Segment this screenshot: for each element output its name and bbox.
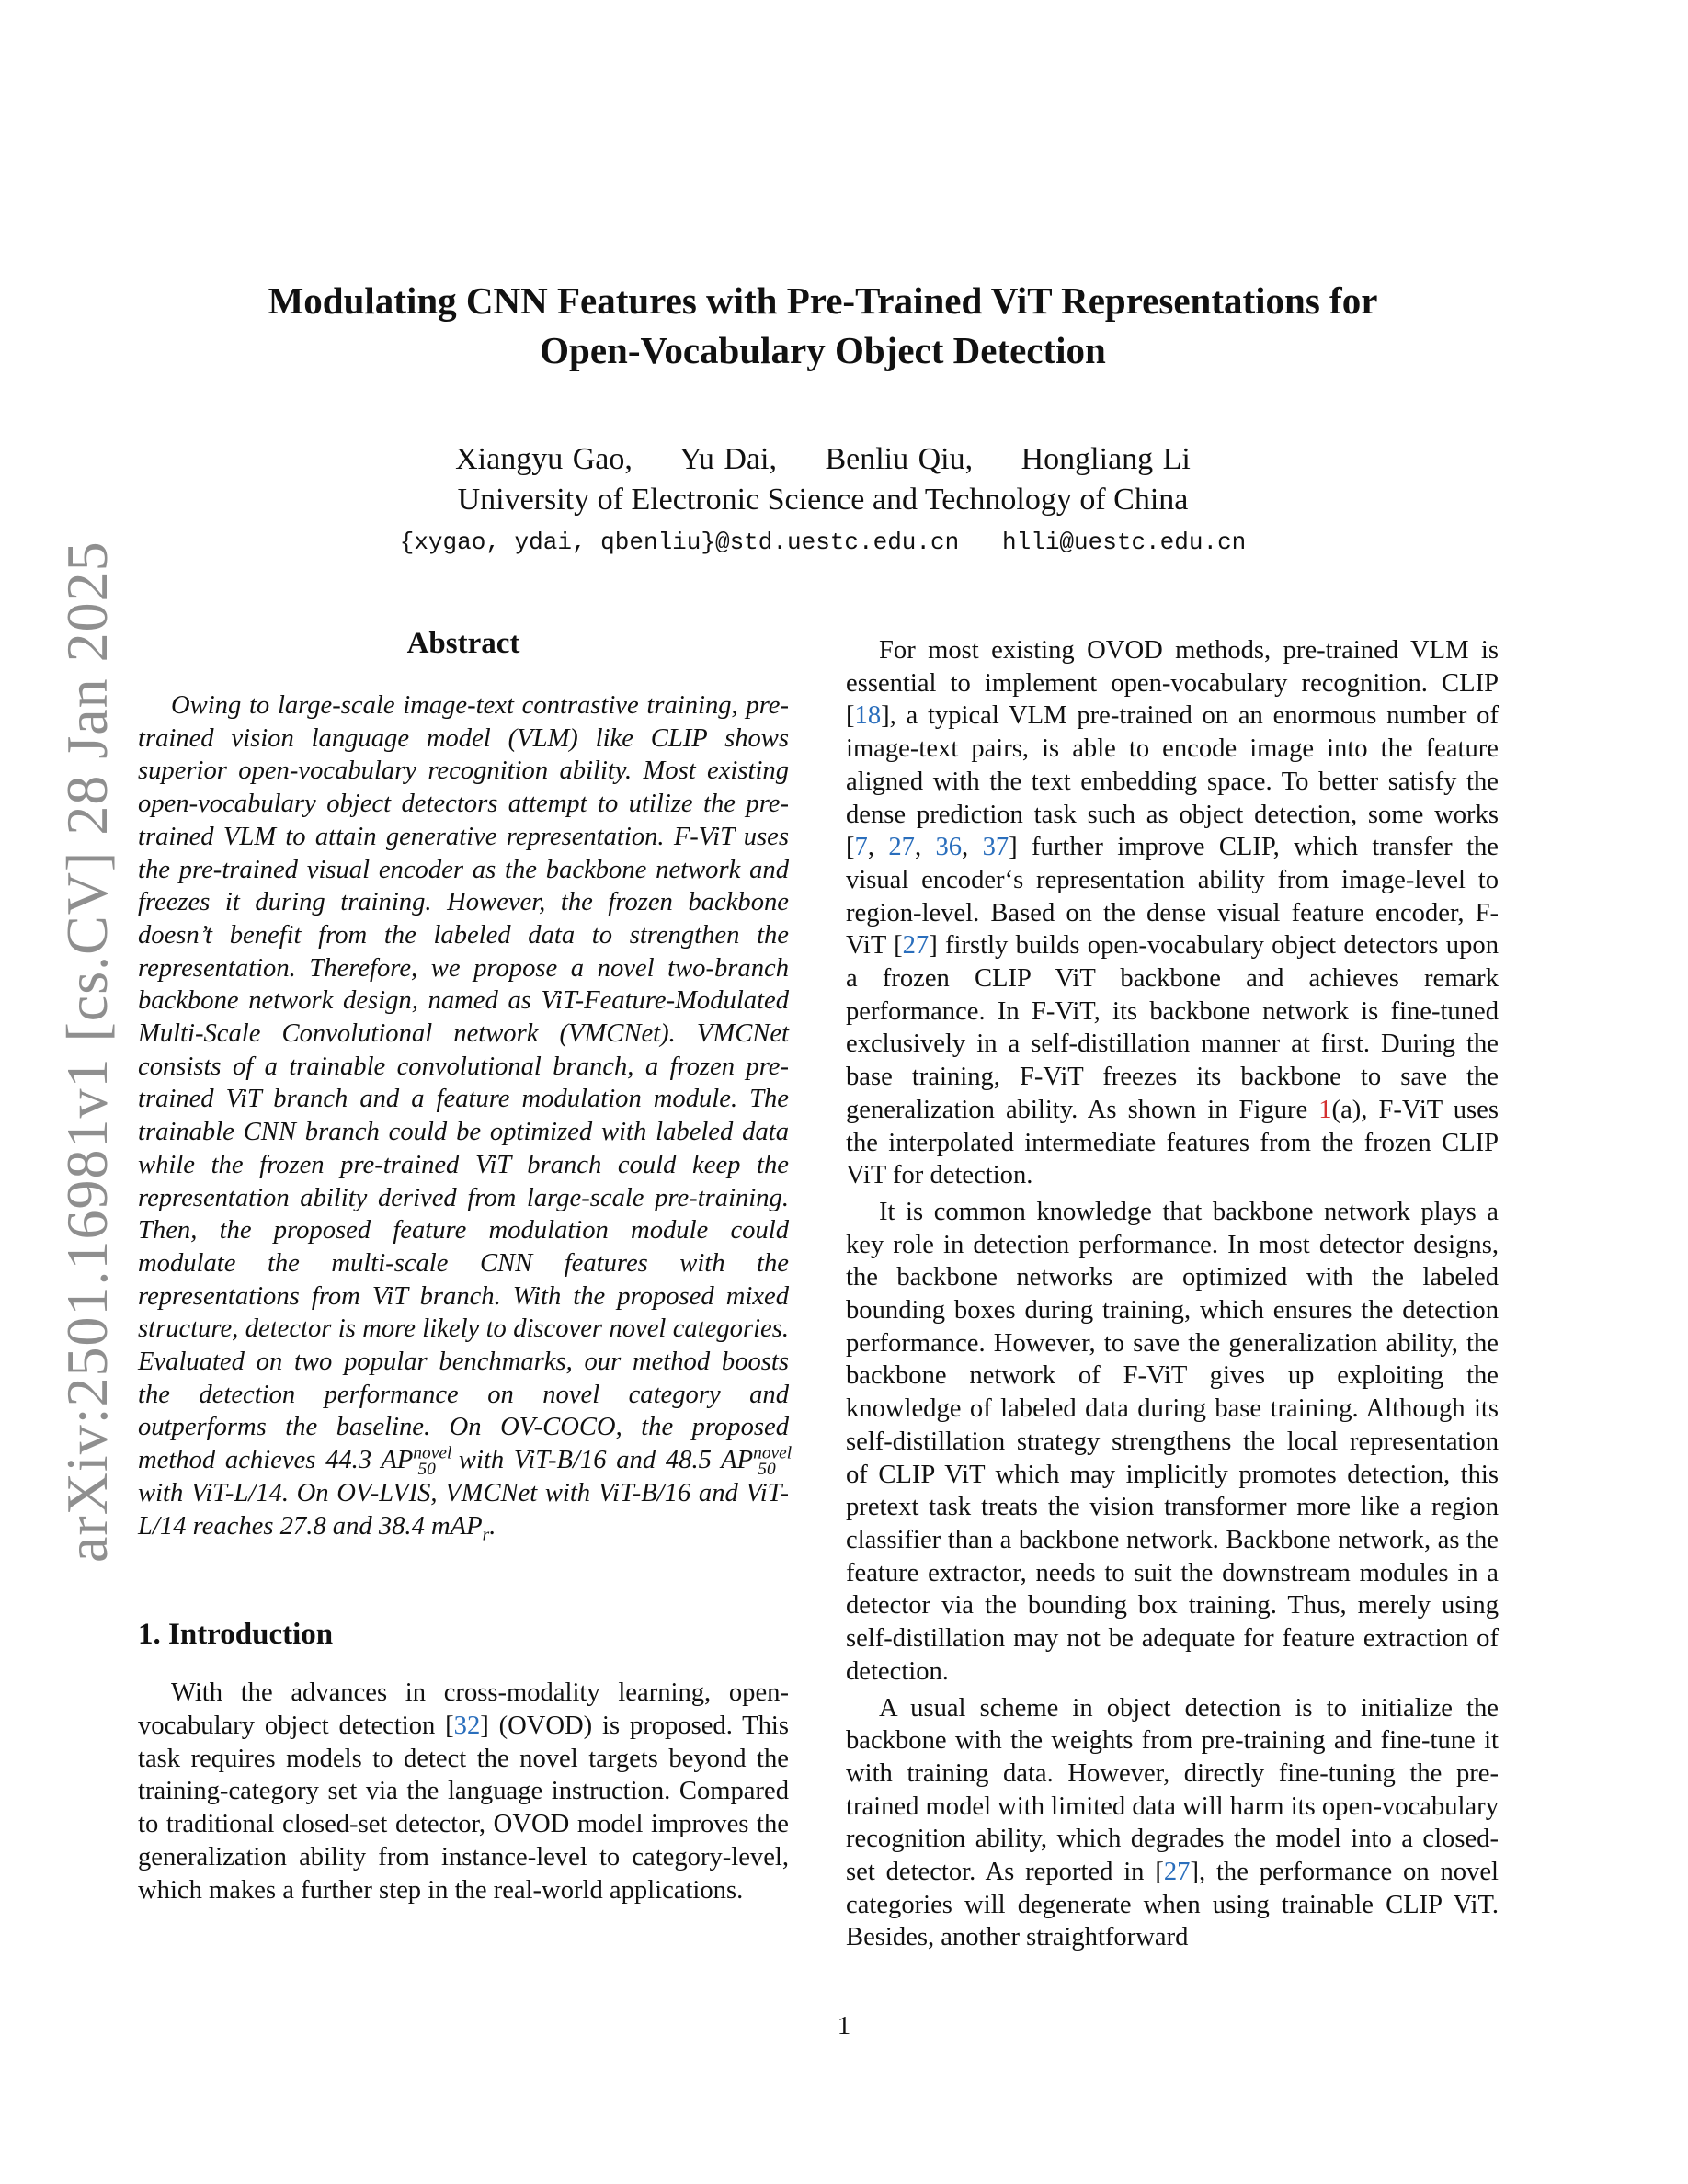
subscript-r: r — [482, 1525, 490, 1545]
title-line-1: Modulating CNN Features with Pre-Trained ViT Representations for — [268, 279, 1378, 322]
right-column — [846, 634, 1499, 1954]
abstract-text-final: . — [489, 1511, 496, 1541]
right-p3-text-a: A usual scheme in object detection is to initialize the backbone with the weights from pre-training and fine-tune it with training data. However, directly fine-tuning the pre-trained model with limited data will harm its open-vocabulary recognition ability, which degrades the model into a closed-set detector. As reported in [ — [846, 1693, 1499, 1887]
citation-separator: , — [914, 833, 936, 862]
citation-link[interactable]: 27 — [888, 833, 915, 862]
superscript-novel-2: novel — [753, 1443, 793, 1463]
figure-reference-link[interactable]: 1 — [1318, 1095, 1332, 1124]
author-emails: {xygao, ydai, qbenliu}@std.uestc.edu.cn hlli@uestc.edu.cn — [399, 529, 1247, 556]
citation-link[interactable]: 27 — [1163, 1858, 1191, 1887]
right-p1-text-e: (a), F-ViT uses the interpolated intermediate features from the frozen CLIP ViT for detection. — [846, 1095, 1499, 1190]
abstract-text-mid: with ViT-B/16 and 48.5 AP — [449, 1446, 754, 1475]
paper-title — [184, 276, 1462, 375]
subscript-50-1: 50 — [417, 1459, 436, 1479]
right-p3-text-b: ], the performance on novel categories will degenerate when using trainable CLIP ViT. Besides, another straightforward — [846, 1858, 1499, 1952]
right-p1-text-d: ] firstly builds open-vocabulary object detectors upon a frozen CLIP ViT backbone and achieves remark performance. In F-ViT, its backbone network is fine-tuned exclusively in a self-distillation manner at first. During the base training, F-ViT freezes its backbone to save the generalization ability. As shown in Figure — [846, 931, 1499, 1124]
intro-paragraph-1 — [138, 1677, 789, 1906]
right-p1-text-c: ] further improve CLIP, which transfer the visual encoder‘s representation ability from image-level to region-level. Based on the dense visual feature encoder, F-ViT [ — [846, 833, 1500, 961]
subscript-50-2: 50 — [758, 1459, 776, 1479]
author-list: Xiangyu Gao, Yu Dai, Benliu Qiu, Hongliang Li — [455, 442, 1191, 476]
right-p1-text-b: ], a typical VLM pre-trained on an enormous number of image-text pairs, is able to encode image into the feature aligned with the text embedding space. To better satisfy the dense prediction task such as object detection, some works [ — [846, 701, 1499, 862]
arxiv-identifier-stamp: arXiv:2501.16981v1 [cs.CV] 28 Jan 2025 — [54, 540, 120, 1563]
citation-separator: , — [867, 833, 889, 862]
page-number: 1 — [837, 2011, 851, 2041]
abstract-text — [138, 689, 793, 1545]
right-p1-text-a: For most existing OVOD methods, pre-trained VLM is essential to implement open-vocabulary recognition. CLIP [ — [846, 636, 1499, 731]
citation-link[interactable]: 27 — [902, 931, 930, 961]
citation-link[interactable]: 37 — [982, 833, 1009, 862]
abstract-text-main: Owing to large-scale image-text contrastive training, pre-trained vision language model (VLM) like CLIP shows superior open-vocabulary recognition ability. Most existing open-vocabulary object detectors attempt to utilize the pre-trained VLM to attain generative representation. F-ViT uses the pre-trained visual encoder as the backbone network and freezes it during training. However, the frozen backbone doesn’t benefit from the labeled data to strengthen the representation. Therefore, we propose a novel two-branch backbone network design, named as ViT-Feature-Modulated Multi-Scale Convolutional network (VMCNet). VMCNet consists of a trainable convolutional branch, a frozen pre-trained ViT branch and a feature modulation module. The trainable CNN branch could be optimized with labeled data while the frozen pre-trained ViT branch could keep the representation ability derived from large-scale pre-training. Then, the proposed feature modulation module could modulate the multi-scale CNN features with the representations from ViT branch. With the proposed mixed structure, detector is more likely to discover novel categories. Evaluated on two popular benchmarks, our method boosts the detection performance on novel category and outperforms the baseline. On OV-COCO, the proposed method achieves 44.3 AP — [138, 691, 789, 1475]
citation-link[interactable]: 32 — [453, 1711, 481, 1740]
citation-link[interactable]: 36 — [935, 833, 963, 862]
right-paragraph-2: It is common knowledge that backbone network plays a key role in detection performance. In most detector designs, the backbone networks are optimized with the labeled bounding boxes during training, which ensures the detection performance. However, to save the generalization ability, the backbone network of F-ViT gives up exploiting the knowledge of labeled data during base training. Although its self-distillation strategy strengthens the local representation of CLIP ViT which may implicitly promotes detection, this pretext task treats the vision transformer more like a region classifier than a backbone network. Backbone network, as the feature extractor, needs to suit the downstream modules in a detector via the bounding box training. Thus, merely using self-distillation may not be adequate for feature extraction of detection. — [846, 1197, 1499, 1686]
citation-link[interactable]: 7 — [854, 833, 868, 862]
superscript-novel-1: novel — [413, 1443, 452, 1463]
title-line-2: Open-Vocabulary Object Detection — [540, 329, 1106, 371]
citation-separator: , — [962, 833, 983, 862]
affiliation: University of Electronic Science and Technology of China — [457, 483, 1189, 517]
intro-p1-text-b: ] (OVOD) is proposed. This task requires models to detect the novel targets beyond the training-category set via the language instruction. Compared to traditional closed-set detector, OVOD model improves the generalization ability from instance-level to category-level, which makes a further step in the real-world applications. — [138, 1711, 789, 1905]
right-paragraph-1 — [846, 634, 1499, 1192]
abstract-heading: Abstract — [406, 627, 520, 660]
abstract-text-end: with ViT-L/14. On OV-LVIS, VMCNet with ViT-B/16 and ViT-L/14 reaches 27.8 and 38.4 mAP — [138, 1478, 789, 1541]
citation-link[interactable]: 18 — [854, 701, 882, 731]
right-paragraph-3 — [846, 1692, 1499, 1955]
left-column — [138, 625, 793, 1906]
introduction-heading: 1. Introduction — [138, 1618, 334, 1652]
intro-p1-text-a: With the advances in cross-modality learning, open-vocabulary object detection [ — [138, 1678, 789, 1740]
